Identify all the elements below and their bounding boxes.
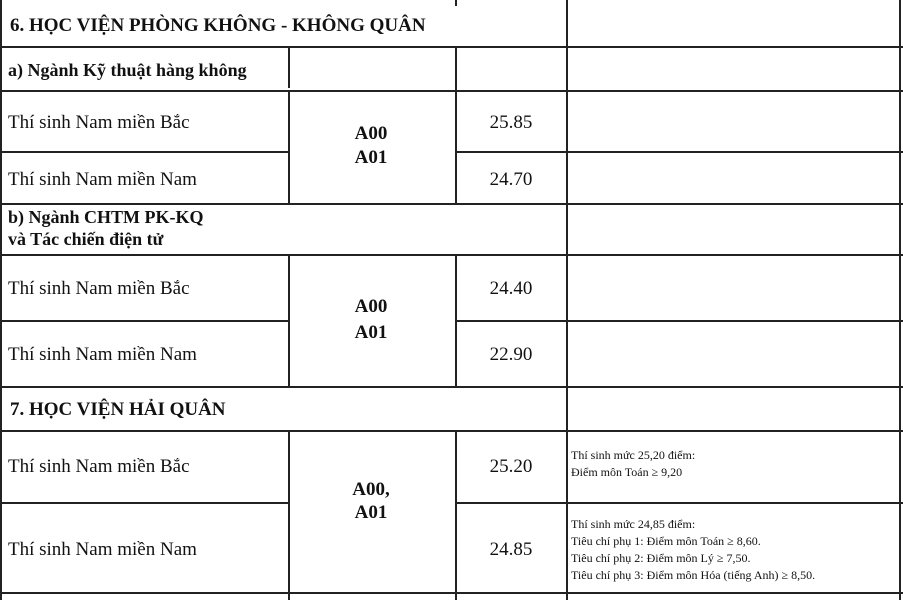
column-divider	[0, 0, 2, 600]
subject-code: A01	[354, 322, 388, 343]
row-label: Thí sinh Nam miền Bắc	[8, 456, 190, 477]
column-divider	[288, 254, 290, 386]
row-label: Thí sinh Nam miền Bắc	[8, 112, 190, 133]
score-value: 24.70	[489, 169, 533, 190]
column-divider	[455, 0, 457, 6]
row-divider	[0, 90, 903, 92]
subject-code: A00	[354, 296, 388, 317]
score-value: 24.40	[489, 278, 533, 299]
row-divider	[0, 151, 288, 153]
note-line: Tiêu chí phụ 3: Điểm môn Hóa (tiếng Anh) ≥ 8,50.	[571, 568, 816, 582]
row-label: Thí sinh Nam miền Nam	[8, 539, 197, 560]
row-divider	[455, 502, 903, 504]
row-divider	[0, 254, 903, 256]
row-label: Thí sinh Nam miền Nam	[8, 169, 197, 190]
row-divider	[0, 46, 903, 48]
column-divider	[455, 254, 457, 386]
row-divider	[0, 502, 288, 504]
column-divider	[288, 46, 290, 88]
subject-code: A00	[354, 123, 388, 144]
column-divider	[899, 0, 901, 600]
row-divider	[455, 320, 903, 322]
score-value: 24.85	[489, 539, 533, 560]
row-divider	[0, 592, 903, 594]
row-divider	[455, 151, 903, 153]
score-value: 25.20	[489, 456, 533, 477]
row-divider	[0, 386, 903, 388]
row-divider	[0, 320, 288, 322]
row-divider	[0, 430, 903, 432]
subject-code: A01	[354, 147, 388, 168]
score-value: 22.90	[489, 344, 533, 365]
row-label: Thí sinh Nam miền Bắc	[8, 278, 190, 299]
group-title: b) Ngành CHTM PK-KQ	[8, 207, 204, 227]
row-divider	[0, 203, 903, 205]
score-value: 25.85	[489, 112, 533, 133]
column-divider	[566, 0, 568, 600]
section-title: 6. HỌC VIỆN PHÒNG KHÔNG - KHÔNG QUÂN	[10, 15, 426, 36]
subject-code: A00,	[352, 479, 390, 500]
group-title: a) Ngành Kỹ thuật hàng không	[8, 60, 247, 80]
group-title: và Tác chiến điện tử	[8, 229, 164, 249]
note-line: Thí sinh mức 24,85 điểm:	[571, 517, 696, 531]
row-label: Thí sinh Nam miền Nam	[8, 344, 197, 365]
section-title: 7. HỌC VIỆN HẢI QUÂN	[10, 399, 226, 420]
note-line: Tiêu chí phụ 1: Điểm môn Toán ≥ 8,60.	[571, 534, 761, 548]
subject-code: A01	[354, 502, 388, 523]
note-line: Điểm môn Toán ≥ 9,20	[571, 465, 683, 479]
note-line: Tiêu chí phụ 2: Điểm môn Lý ≥ 7,50.	[571, 551, 751, 565]
note-line: Thí sinh mức 25,20 điểm:	[571, 448, 696, 462]
